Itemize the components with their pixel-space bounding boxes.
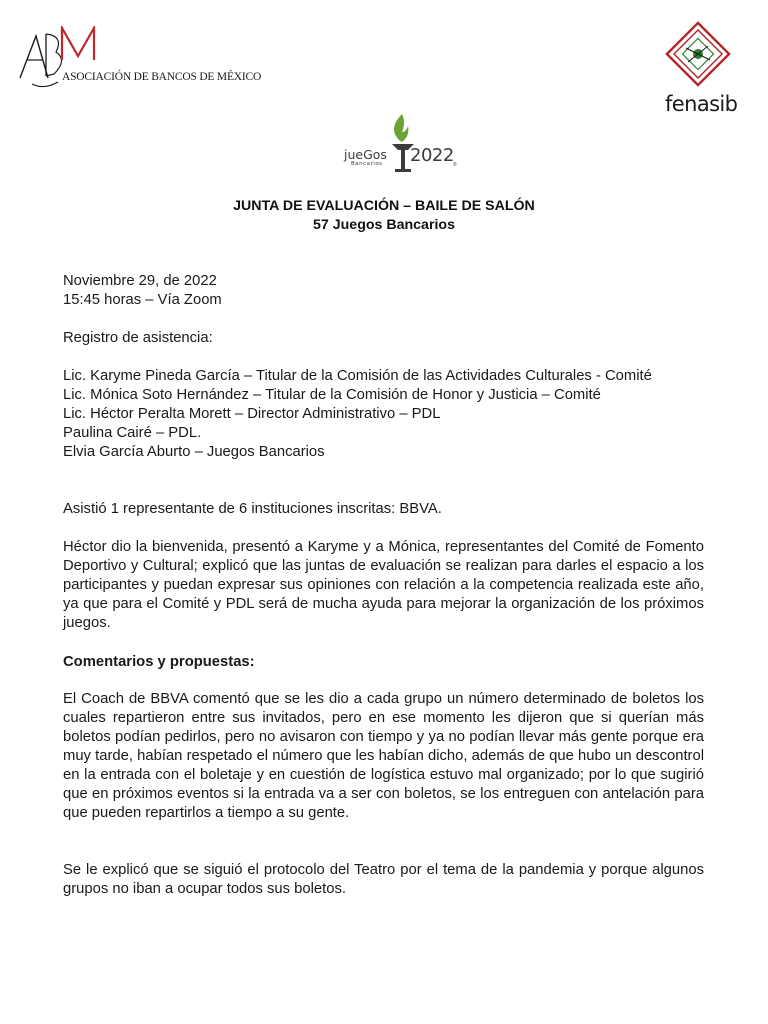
juegos-bancarios-logo bbox=[340, 112, 462, 178]
attendance-summary: Asistió 1 representante de 6 instituciones inscritas: BBVA. bbox=[63, 501, 442, 517]
attendance-entry: Lic. Karyme Pineda García – Titular de la Comisión de las Actividades Culturales - Comité bbox=[63, 368, 652, 384]
comments-paragraph: El Coach de BBVA comentó que se les dio a cada grupo un número determinado de boletos los cuales repartieron entre sus invitados, pero en ese momento les dijeron que si querían más boletos podían pedirlos, pero no avisaron con tiempo y ya no podían llevar más gente porque era muy tarde, habían respetado el número que les habían dicho, además de que hubo un descontrol en la entrada con el boletaje y en cuestión de logística estuvo mal organizado; por lo que sugirió que en próximos eventos si la entrada va a ser con boletos, se los entreguen con antelación para que pueden repartirlos a tiempo a su gente. bbox=[63, 691, 704, 821]
juegos-year: 2022 bbox=[410, 145, 454, 166]
document-title: JUNTA DE EVALUACIÓN – BAILE DE SALÓN bbox=[233, 198, 535, 214]
intro-paragraph: Héctor dio la bienvenida, presentó a Karyme y a Mónica, representantes del Comité de Fomento Deportivo y Cultural; explicó que las juntas de evaluación se realizan para darles el espacio a los participantes y puedan expresar sus opiniones con relación a la competencia realizada este año, ya que para el Comité y PDL será de mucha ayuda para mejorar la organización de los próximos juegos. bbox=[63, 539, 704, 631]
document-subtitle: 57 Juegos Bancarios bbox=[313, 217, 455, 233]
fenasib-emblem-graphic bbox=[662, 18, 734, 90]
attendance-label: Registro de asistencia: bbox=[63, 330, 213, 346]
juegos-sub: Bancarios bbox=[351, 161, 383, 167]
meeting-info bbox=[63, 272, 704, 310]
abm-organization-name: ASOCIACIÓN DE BANCOS DE MÉXICO bbox=[62, 71, 262, 83]
fenasib-name: fenasib bbox=[665, 92, 738, 116]
abm-logo bbox=[18, 26, 262, 92]
fenasib-logo bbox=[662, 18, 738, 118]
comments-heading: Comentarios y propuestas: bbox=[63, 654, 255, 670]
registered-mark: ® bbox=[453, 162, 457, 168]
comments-paragraph: Se le explicó que se siguió el protocolo del Teatro por el tema de la pandemia y porque algunos grupos no iban a ocupar todos sus boletos. bbox=[63, 862, 704, 897]
meeting-time: 15:45 horas – Vía Zoom bbox=[63, 292, 222, 308]
juegos-word: jueGos bbox=[344, 147, 387, 162]
attendance-entry: Lic. Mónica Soto Hernández – Titular de la Comisión de Honor y Justicia – Comité bbox=[63, 387, 601, 403]
attendance-entry: Elvia García Aburto – Juegos Bancarios bbox=[63, 444, 325, 460]
attendance-entry: Lic. Héctor Peralta Morett – Director Administrativo – PDL bbox=[63, 406, 441, 422]
attendance-list bbox=[63, 367, 704, 462]
meeting-date: Noviembre 29, de 2022 bbox=[63, 273, 217, 289]
attendance-entry: Paulina Cairé – PDL. bbox=[63, 425, 202, 441]
